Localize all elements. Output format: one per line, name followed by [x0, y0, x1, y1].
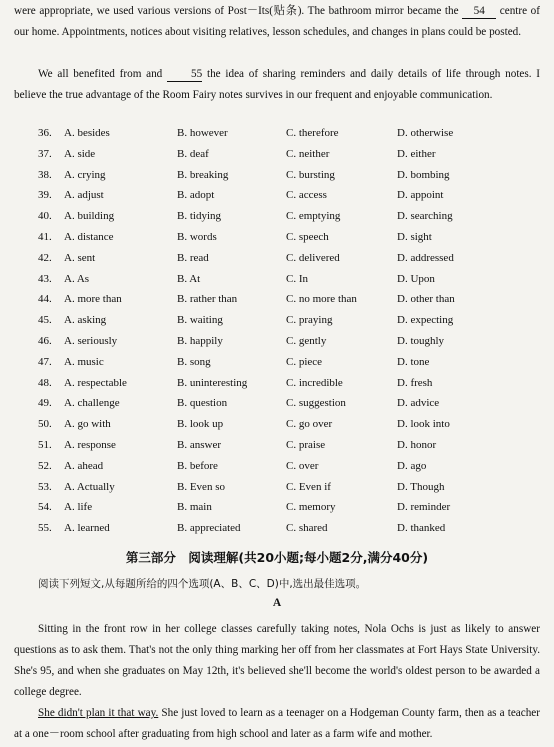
question-number: 42.: [38, 251, 52, 264]
option-d[interactable]: D. advice: [397, 397, 440, 410]
option-b[interactable]: B. deaf: [177, 147, 209, 160]
option-c[interactable]: C. neither: [286, 147, 330, 160]
passage-a-p2-rest: She just loved to learn as a teenager on a Hodgeman County farm, then as a teacher at a one－room school after graduating from high school and later as a farm wife and mother.: [14, 707, 540, 740]
question-row: [14, 231, 544, 251]
option-a[interactable]: A. respectable: [64, 376, 127, 389]
question-number: 55.: [38, 522, 52, 535]
option-d[interactable]: D. bombing: [397, 168, 450, 181]
option-d[interactable]: D. look into: [397, 418, 450, 431]
question-row: [14, 273, 544, 293]
option-d[interactable]: D. searching: [397, 210, 453, 223]
option-c[interactable]: C. access: [286, 189, 327, 202]
option-a[interactable]: A. challenge: [64, 397, 120, 410]
option-d[interactable]: D. tone: [397, 355, 430, 368]
option-c[interactable]: C. memory: [286, 501, 336, 514]
option-d[interactable]: D. honor: [397, 439, 437, 451]
option-b[interactable]: B. waiting: [177, 314, 223, 327]
option-b[interactable]: B. look up: [177, 418, 224, 431]
intro-p1-text-a: were appropriate, we used various versions of Post－Its(贴条). The bathroom mirror became the: [14, 5, 459, 17]
question-number: 37.: [38, 147, 52, 160]
question-row: [14, 418, 544, 438]
question-number: 51.: [38, 439, 52, 451]
option-a[interactable]: A. As: [64, 272, 90, 285]
section-3-instruction: 阅读下列短文,从每题所给的四个选项(A、B、C、D)中,选出最佳选项。: [38, 578, 367, 590]
passage-a-paragraph-1: Sitting in the front row in her college classes carefully taking notes, Nola Ochs is just as likely to answer questions as to ask them. That's not the only thing marking her off from her classmates at Fort Hays State University. She's 95, and when she graduates on May 12th, it's believed she'll become the world's oldest person to be awarded a college degree.: [14, 623, 540, 698]
question-number: 53.: [38, 480, 52, 493]
intro-paragraph-2: [14, 64, 540, 106]
question-row: [14, 210, 544, 230]
question-number: 43.: [38, 272, 52, 285]
option-b[interactable]: B. however: [177, 127, 228, 139]
blank-55: 55: [167, 68, 202, 82]
section-3-title: 第三部分 阅读理解(共20小题;每小题2分,满分40分): [125, 550, 429, 565]
option-c[interactable]: C. therefore: [286, 127, 339, 139]
option-b[interactable]: B. uninteresting: [177, 376, 248, 389]
option-c[interactable]: C. In: [286, 272, 308, 285]
option-a[interactable]: A. learned: [64, 522, 110, 535]
question-number: 39.: [38, 189, 52, 202]
option-a[interactable]: A. distance: [64, 231, 114, 243]
question-number: 48.: [38, 376, 52, 389]
intro-p1-text-b: centre of our home. Appointments, notices about visiting relatives, lesson schedules, and changes in plans could be posted.: [14, 5, 540, 38]
question-row: [14, 356, 544, 376]
option-b[interactable]: B. adopt: [177, 189, 215, 202]
option-a[interactable]: A. sent: [64, 251, 96, 264]
option-b[interactable]: B. breaking: [177, 168, 229, 181]
intro-p2-text-b: the idea of sharing reminders and daily details of life through notes. I believe the true advantage of the Room Fairy notes survives in our frequent and enjoyable communication.: [14, 68, 541, 101]
question-row: [14, 522, 544, 542]
option-c[interactable]: C. piece: [286, 355, 323, 368]
question-number: 45.: [38, 314, 52, 327]
option-b[interactable]: B. rather than: [177, 293, 238, 306]
question-number: 47.: [38, 355, 52, 368]
question-row: [14, 397, 544, 417]
option-a[interactable]: A. go with: [64, 418, 111, 431]
option-c[interactable]: C. shared: [286, 522, 328, 535]
option-b[interactable]: B. appreciated: [177, 522, 241, 535]
option-a[interactable]: A. side: [64, 147, 96, 160]
option-b[interactable]: B. answer: [177, 439, 221, 451]
question-row: [14, 293, 544, 313]
question-row: [14, 460, 544, 480]
option-b[interactable]: B. read: [177, 251, 209, 264]
question-number: 46.: [38, 335, 52, 347]
option-a[interactable]: A. life: [64, 501, 93, 514]
question-number: 54.: [38, 501, 52, 514]
option-d[interactable]: D. ago: [397, 459, 427, 472]
passage-a-paragraph-2: [14, 703, 540, 745]
option-d[interactable]: D. thanked: [397, 522, 446, 535]
option-d[interactable]: D. fresh: [397, 376, 433, 389]
option-d[interactable]: D. appoint: [397, 189, 444, 202]
option-a[interactable]: A. response: [64, 439, 116, 451]
option-b[interactable]: B. happily: [177, 335, 223, 347]
option-b[interactable]: B. question: [177, 397, 228, 410]
question-number: 40.: [38, 210, 52, 223]
question-row: [14, 127, 544, 147]
option-b[interactable]: B. main: [177, 501, 212, 514]
option-a[interactable]: A. besides: [64, 127, 110, 139]
option-d[interactable]: D. other than: [397, 293, 455, 306]
option-a[interactable]: A. ahead: [64, 459, 104, 472]
option-a[interactable]: A. seriously: [64, 335, 118, 347]
option-a[interactable]: A. asking: [64, 314, 107, 327]
option-c[interactable]: C. suggestion: [286, 397, 346, 410]
option-d[interactable]: D. otherwise: [397, 127, 454, 139]
option-c[interactable]: C. Even if: [286, 480, 331, 493]
option-b[interactable]: B. At: [177, 272, 201, 285]
option-c[interactable]: C. delivered: [286, 251, 340, 264]
question-number: 36.: [38, 127, 52, 139]
underlined-sentence: She didn't plan it that way.: [38, 707, 159, 719]
option-c[interactable]: C. no more than: [286, 293, 357, 306]
question-number: 49.: [38, 397, 52, 410]
question-row: [14, 501, 544, 521]
question-row: [14, 189, 544, 209]
question-row: [14, 252, 544, 272]
passage-a-label: A: [272, 597, 282, 609]
option-d[interactable]: D. either: [397, 147, 436, 160]
question-row: [14, 335, 544, 355]
option-b[interactable]: B. before: [177, 459, 218, 472]
option-a[interactable]: A. building: [64, 210, 115, 223]
question-row: [14, 439, 544, 459]
option-c[interactable]: C. speech: [286, 231, 329, 243]
option-c[interactable]: C. incredible: [286, 376, 343, 389]
option-b[interactable]: B. song: [177, 355, 211, 368]
option-c[interactable]: C. over: [286, 459, 319, 472]
option-d[interactable]: D. expecting: [397, 314, 454, 327]
question-row: [14, 481, 544, 501]
question-row: [14, 169, 544, 189]
option-a[interactable]: A. crying: [64, 168, 106, 181]
intro-paragraph-1: [14, 1, 540, 43]
question-number: 38.: [38, 168, 52, 181]
option-c[interactable]: C. emptying: [286, 210, 341, 223]
option-c[interactable]: C. praise: [286, 439, 326, 451]
option-d[interactable]: D. Upon: [397, 272, 435, 285]
option-d[interactable]: D. Though: [397, 480, 445, 493]
option-a[interactable]: A. adjust: [64, 189, 104, 202]
intro-p2-text-a: We all benefited from and: [38, 68, 163, 80]
question-number: 50.: [38, 418, 52, 431]
question-row: [14, 377, 544, 397]
option-a[interactable]: A. Actually: [64, 480, 115, 493]
option-b[interactable]: B. Even so: [177, 480, 225, 493]
blank-54: 54: [462, 5, 496, 19]
option-a[interactable]: A. music: [64, 355, 104, 368]
option-b[interactable]: B. words: [177, 231, 217, 243]
option-a[interactable]: A. more than: [64, 293, 122, 306]
question-number: 52.: [38, 459, 52, 472]
option-d[interactable]: D. toughly: [397, 335, 445, 347]
option-b[interactable]: B. tidying: [177, 210, 222, 223]
question-number: 44.: [38, 293, 52, 306]
option-d[interactable]: D. sight: [397, 231, 432, 243]
option-c[interactable]: C. go over: [286, 418, 333, 431]
option-d[interactable]: D. reminder: [397, 501, 451, 514]
option-c[interactable]: C. bursting: [286, 168, 335, 181]
question-row: [14, 148, 544, 168]
question-number: 41.: [38, 231, 52, 243]
option-d[interactable]: D. addressed: [397, 251, 454, 264]
option-c[interactable]: C. gently: [286, 335, 327, 347]
question-row: [14, 314, 544, 334]
option-c[interactable]: C. praying: [286, 314, 333, 327]
